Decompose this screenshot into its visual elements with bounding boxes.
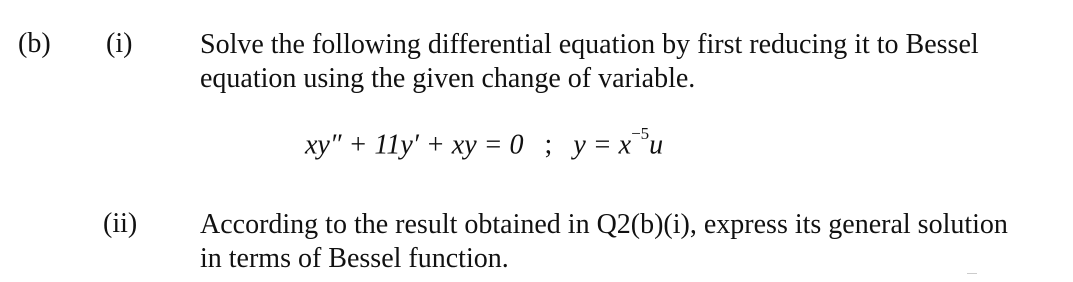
sub-question-ii-line2: in terms of Bessel function. (200, 243, 509, 274)
substitution-variable: u (649, 129, 664, 161)
sub-question-ii-label: (ii) (103, 208, 138, 239)
sub-question-i-text (200, 28, 1060, 96)
substitution-base: y = x (573, 129, 632, 161)
sub-question-i-label: (i) (106, 28, 133, 59)
differential-equation (305, 124, 664, 161)
sub-question-i-line1: Solve the following differential equation by first reducing it to Bessel (200, 29, 979, 60)
substitution-exponent: −5 (631, 124, 650, 143)
scan-mark (967, 273, 977, 274)
equation-separator: ; (544, 129, 553, 161)
sub-question-ii-line1: According to the result obtained in Q2(b)(i), express its general solution (200, 209, 1008, 240)
sub-question-i-line2: equation using the given change of variable. (200, 63, 696, 94)
sub-question-ii-text (200, 208, 1060, 276)
ode-expression: xy″ + 11y′ + xy = 0 (305, 129, 524, 161)
question-part-label: (b) (18, 28, 51, 59)
